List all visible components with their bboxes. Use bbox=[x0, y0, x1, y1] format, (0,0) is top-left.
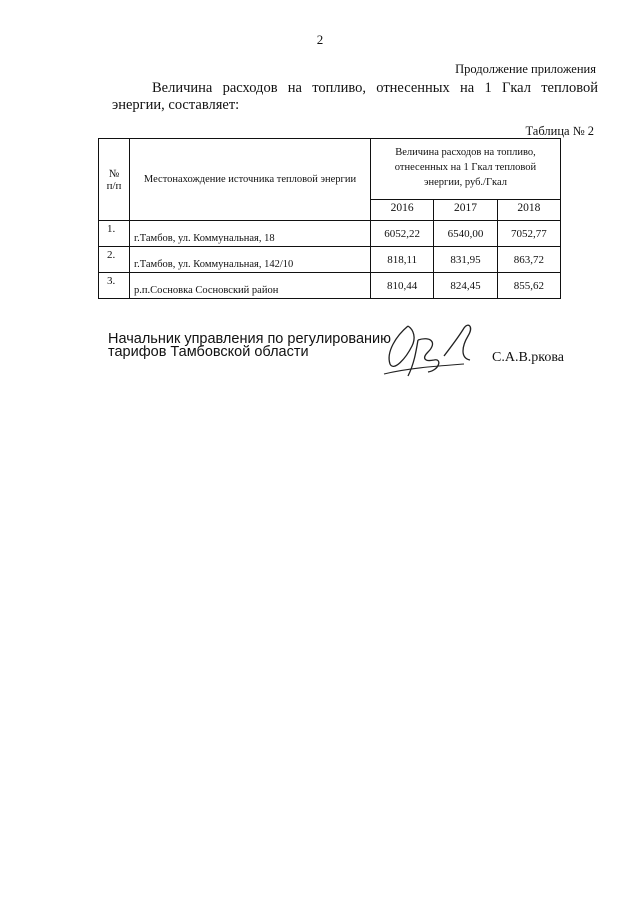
row-location: р.п.Сосновка Сосновский район bbox=[130, 273, 371, 299]
header-year: 2016 bbox=[371, 200, 434, 221]
table-row bbox=[99, 273, 561, 299]
row-location: г.Тамбов, ул. Коммунальная, 18 bbox=[130, 221, 371, 247]
table-label: Таблица № 2 bbox=[525, 124, 594, 138]
header-year: 2017 bbox=[434, 200, 497, 221]
row-value: 824,45 bbox=[434, 273, 497, 299]
row-num: 2. bbox=[99, 247, 130, 273]
row-value: 831,95 bbox=[434, 247, 497, 273]
intro-text-line2: энергии, составляет: bbox=[112, 97, 240, 113]
table-row bbox=[99, 221, 561, 247]
header-location: Местонахождение источника тепловой энергии bbox=[130, 139, 371, 221]
signer-title-line1: Начальник управления по регулированию bbox=[108, 331, 392, 347]
row-value: 863,72 bbox=[497, 247, 560, 273]
row-value: 7052,77 bbox=[497, 221, 560, 247]
row-num: 1. bbox=[99, 221, 130, 247]
signer-title bbox=[108, 333, 391, 359]
signer-name: С.А.В.ркова bbox=[492, 350, 565, 365]
signer-title-line2: тарифов Тамбовской области bbox=[108, 344, 309, 360]
intro-text-line1: Величина расходов на топливо, отнесенных на 1 Гкал тепловой bbox=[152, 80, 598, 96]
row-value: 6052,22 bbox=[371, 221, 434, 247]
handwritten-signature bbox=[378, 318, 488, 380]
table-row bbox=[99, 247, 561, 273]
row-value: 6540,00 bbox=[434, 221, 497, 247]
row-value: 818,11 bbox=[371, 247, 434, 273]
row-value: 810,44 bbox=[371, 273, 434, 299]
header-year: 2018 bbox=[497, 200, 560, 221]
header-num: № п/п bbox=[99, 139, 130, 221]
fuel-cost-table bbox=[98, 138, 561, 299]
row-num: 3. bbox=[99, 273, 130, 299]
row-value: 855,62 bbox=[497, 273, 560, 299]
table-header-row bbox=[99, 139, 561, 200]
continuation-note: Продолжение приложения bbox=[455, 62, 596, 76]
row-location: г.Тамбов, ул. Коммунальная, 142/10 bbox=[130, 247, 371, 273]
header-value: Величина расходов на топливо, отнесенных на 1 Гкал тепловой энергии, руб./Гкал bbox=[371, 139, 561, 200]
page-number: 2 bbox=[316, 32, 324, 47]
